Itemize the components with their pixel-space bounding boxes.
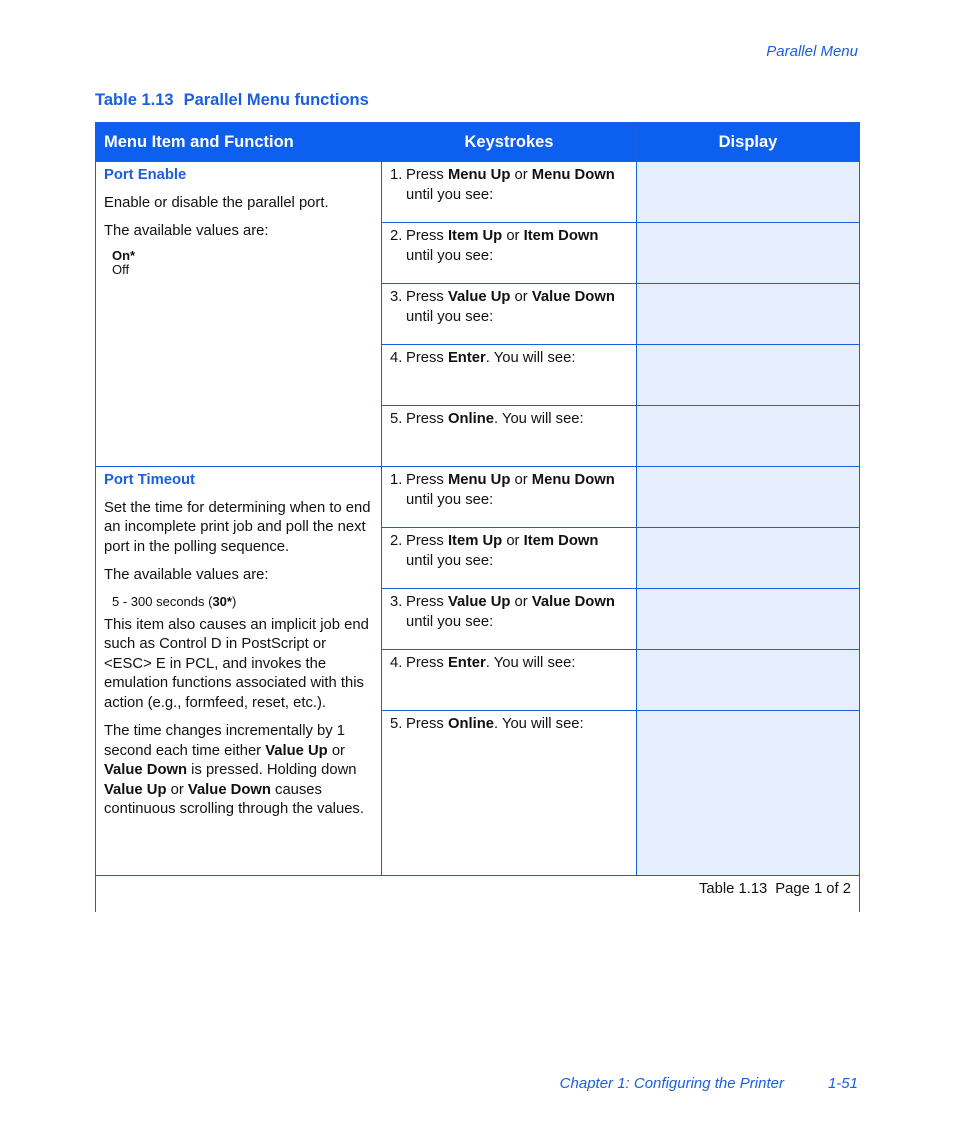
step-number: 5. <box>390 411 403 427</box>
item-name-port-enable: Port Enable <box>104 167 187 183</box>
step-number: 1. <box>390 472 403 488</box>
step-text: Press Item Up or Item Down until you see: <box>406 533 599 569</box>
step-number: 1. <box>390 167 403 183</box>
table-row <box>96 162 860 223</box>
description-text: Enable or disable the parallel port. <box>104 194 329 211</box>
value-list <box>112 249 373 277</box>
keystroke-step <box>382 589 637 650</box>
step-text: Press Enter. You will see: <box>406 655 576 671</box>
display-cell <box>637 284 860 345</box>
display-cell <box>637 650 860 711</box>
step-text: Press Enter. You will see: <box>406 350 576 366</box>
table-header-row <box>96 123 860 162</box>
table-footer-page: Page 1 of 2 <box>775 881 851 897</box>
step-number: 5. <box>390 716 403 732</box>
step-text: Press Menu Up or Menu Down until you see: <box>406 472 615 508</box>
step-text: Press Online. You will see: <box>406 411 584 427</box>
step-text: Press Value Up or Value Down until you see: <box>406 594 615 630</box>
keystroke-step <box>382 650 637 711</box>
table-name: Parallel Menu functions <box>183 91 369 109</box>
display-cell <box>637 406 860 467</box>
display-cell <box>637 711 860 876</box>
header-keystrokes: Keystrokes <box>382 123 637 162</box>
keystroke-step <box>382 406 637 467</box>
keystroke-step <box>382 345 637 406</box>
parallel-menu-table <box>95 122 860 912</box>
value-default: On* <box>112 247 136 263</box>
keystroke-step <box>382 284 637 345</box>
step-number: 4. <box>390 655 403 671</box>
page-number: 1-51 <box>827 1075 858 1092</box>
description-text: The time changes incrementally by 1 second each time either Value Up or Value Down is pressed. Holding down Value Up or Value Down causes continuous scrolling through the values. <box>104 723 364 817</box>
port-enable-description <box>96 162 382 467</box>
header-display: Display <box>637 123 860 162</box>
running-head: Parallel Menu <box>766 43 858 60</box>
keystroke-step <box>382 528 637 589</box>
display-cell <box>637 223 860 284</box>
display-cell <box>637 345 860 406</box>
description-text: Set the time for determining when to end an incomplete print job and poll the next port in the polling sequence. <box>104 499 371 555</box>
description-text: The available values are: <box>104 223 269 239</box>
step-number: 2. <box>390 228 403 244</box>
header-menu-item: Menu Item and Function <box>96 123 382 162</box>
value-option: Off <box>112 261 130 277</box>
description-text: This item also causes an implicit job end such as Control D in PostScript or <ESC> E in PCL, and invokes the emulation functions associated with this action (e.g., formfeed, reset, etc.). <box>104 616 369 711</box>
keystroke-step <box>382 162 637 223</box>
item-name-port-timeout: Port Timeout <box>104 472 195 488</box>
keystroke-step <box>382 467 637 528</box>
step-number: 4. <box>390 350 403 366</box>
step-text: Press Value Up or Value Down until you see: <box>406 289 615 325</box>
value-range: 5 - 300 seconds (30*) <box>112 593 237 609</box>
chapter-title: Chapter 1: Configuring the Printer <box>559 1075 784 1092</box>
table-footer-label: Table 1.13 <box>699 881 768 897</box>
step-number: 3. <box>390 289 403 305</box>
display-cell <box>637 162 860 223</box>
table-footer-row <box>96 876 860 913</box>
port-timeout-description <box>96 467 382 876</box>
keystroke-step <box>382 223 637 284</box>
display-cell <box>637 467 860 528</box>
step-text: Press Online. You will see: <box>406 716 584 732</box>
step-text: Press Item Up or Item Down until you see: <box>406 228 599 264</box>
table-number: Table 1.13 <box>95 91 174 109</box>
table-row <box>96 467 860 528</box>
step-text: Press Menu Up or Menu Down until you see: <box>406 167 615 203</box>
keystroke-step <box>382 711 637 876</box>
step-number: 2. <box>390 533 403 549</box>
page-footer <box>560 1075 858 1092</box>
table-title <box>95 91 369 110</box>
table-footer <box>96 876 860 913</box>
step-number: 3. <box>390 594 403 610</box>
description-text: The available values are: <box>104 567 269 583</box>
display-cell <box>637 589 860 650</box>
display-cell <box>637 528 860 589</box>
